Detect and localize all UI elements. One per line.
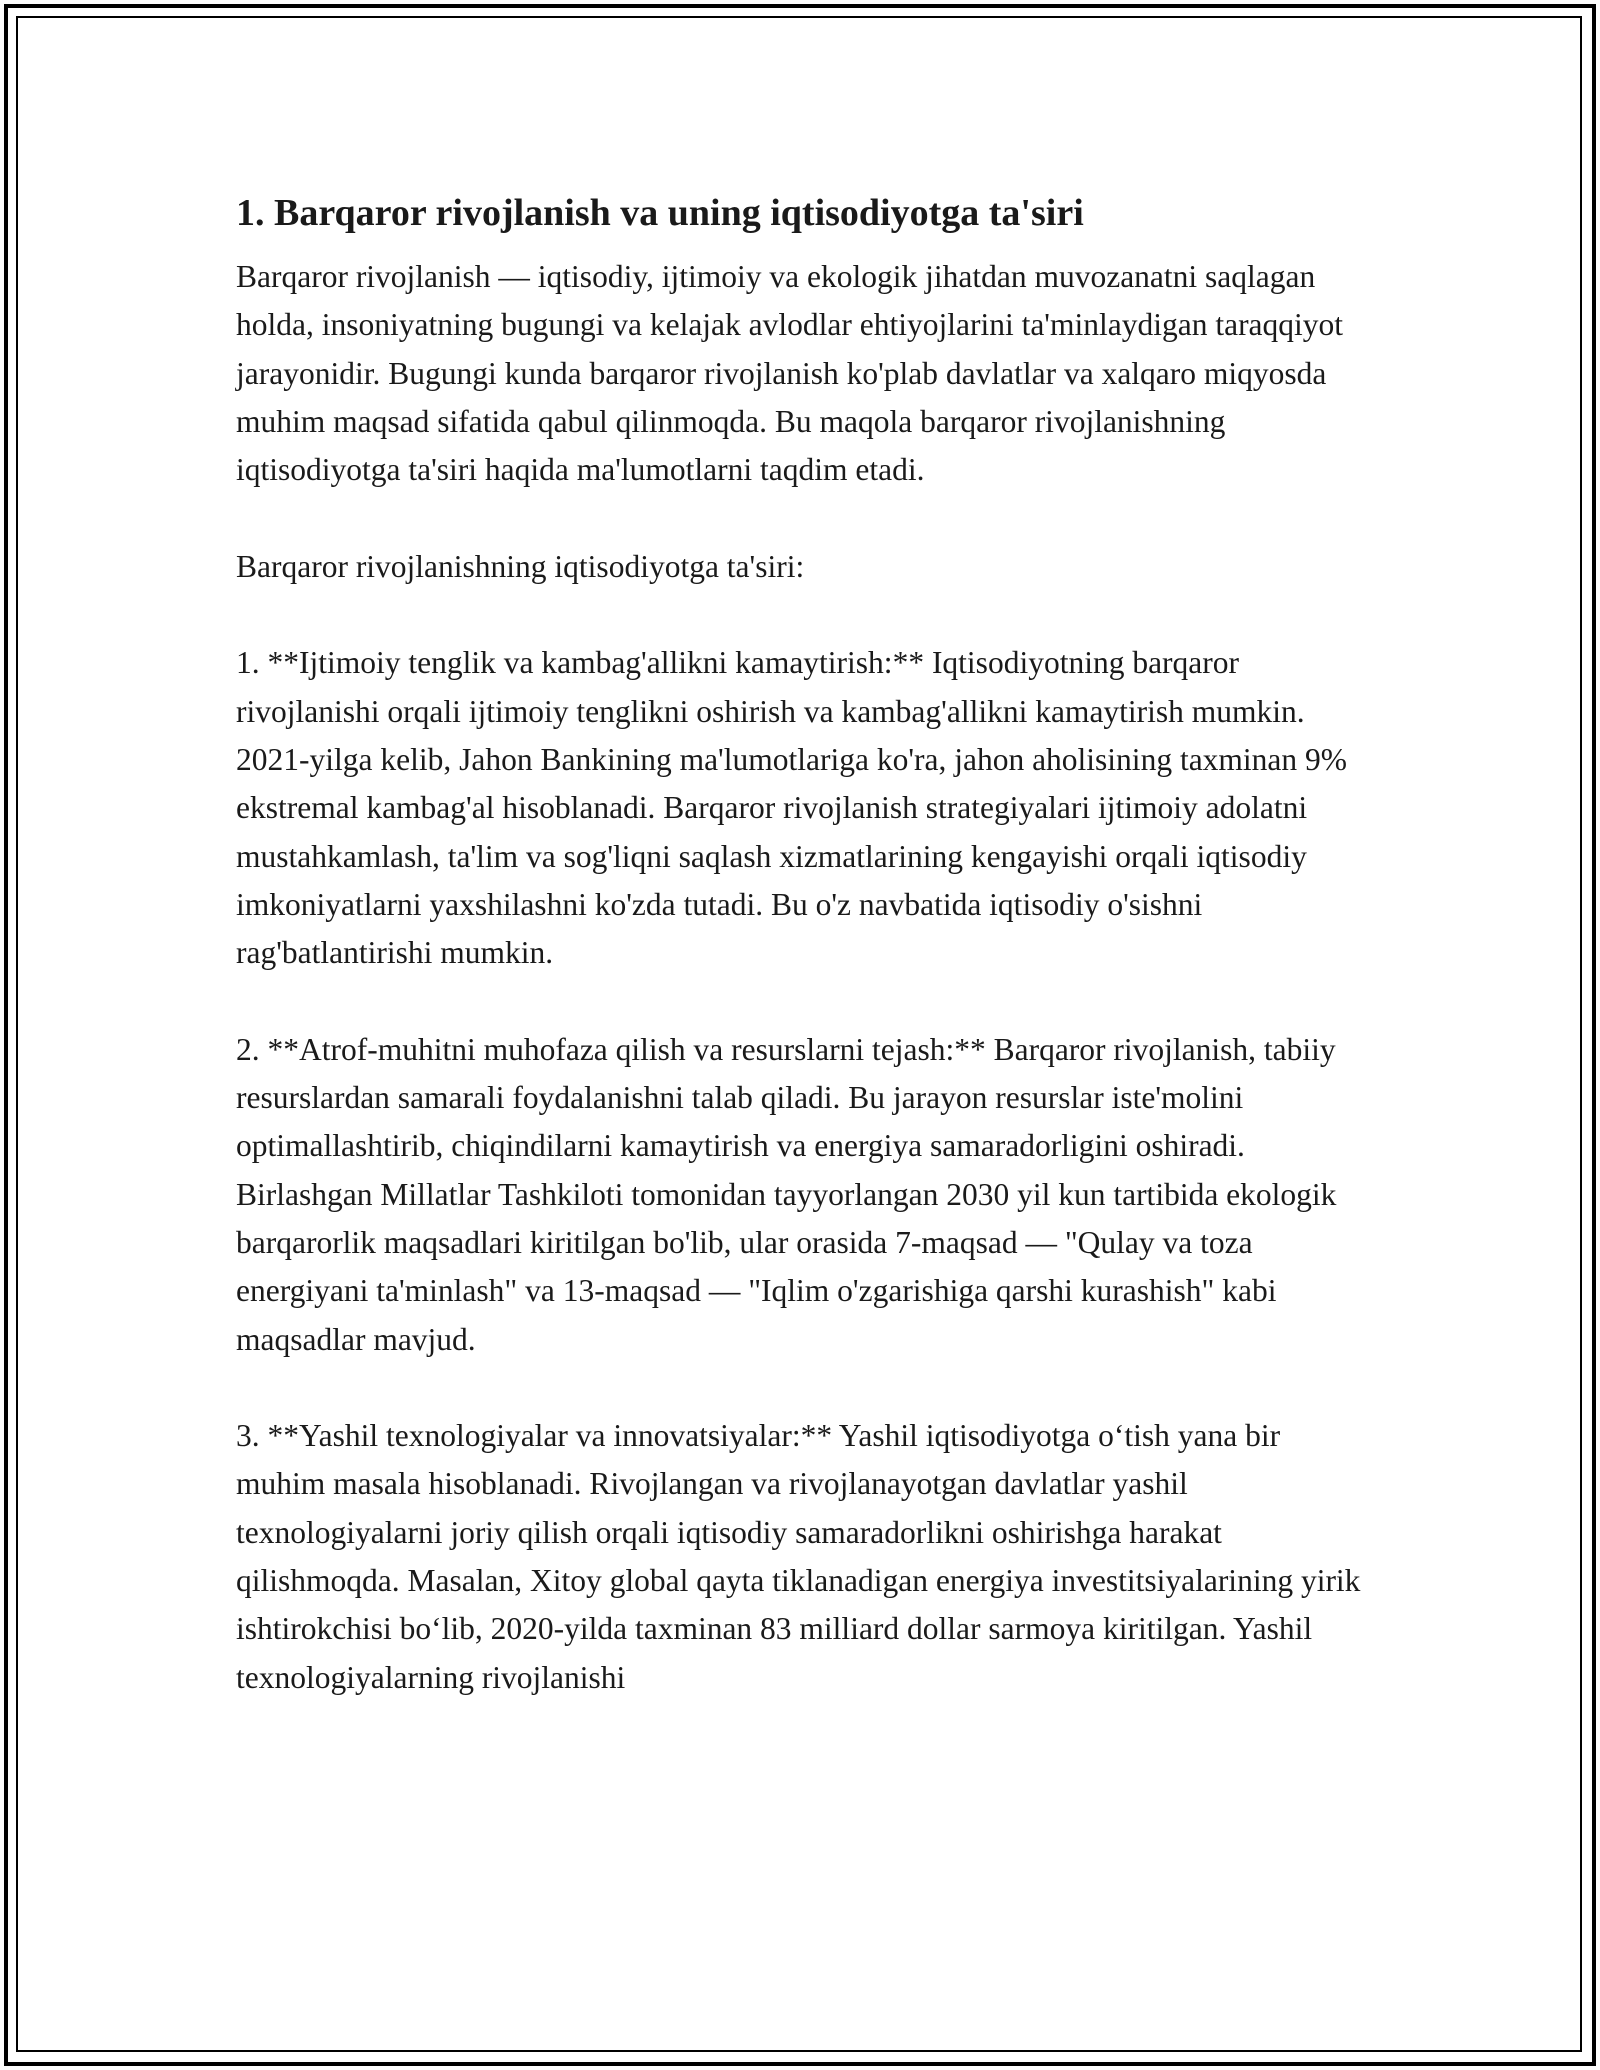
point-1-paragraph: 1. **Ijtimoiy tenglik va kambag'allikni kamaytirish:** Iqtisodiyotning barqaror rivojlanishi orqali ijtimoiy tenglikni oshirish va kambag'allikni kamaytirish mumkin. 2021-yilga kelib, Jahon Bankining ma'lumotlariga ko'ra, jahon aholisining taxminan 9% ekstremal kambag'al hisoblanadi. Barqaror rivojlanish strategiyalari ijtimoiy adolatni mustahkamlash, ta'lim va sog'liqni saqlash xizmatlarining kengayishi orqali iqtisodiy imkoniyatlarni yaxshilashni ko'zda tutadi. Bu o'z navbatida iqtisodiy o'sishni rag'batlantirishi mumkin. [236,645,1348,971]
document-body [236,185,1376,1702]
section-lead-paragraph: Barqaror rivojlanishning iqtisodiyotga ta'siri: [236,548,805,584]
point-2-paragraph: 2. **Atrof-muhitni muhofaza qilish va resurslarni tejash:** Barqaror rivojlanish, tabiiy resurslardan samarali foydalanishni talab qiladi. Bu jarayon resurslar iste'molini optimallashtirib, chiqindilarni kamaytirish va energiya samaradorligini oshiradi. Birlashgan Millatlar Tashkiloti tomonidan tayyorlangan 2030 yil kun tartibida ekologik barqarorlik maqsadlari kiritilgan bo'lib, ular orasida 7-maqsad — "Qulay va toza energiyani ta'minlash" va 13-maqsad — "Iqlim o'zgarishiga qarshi kurashish" kabi maqsadlar mavjud. [236,1031,1337,1357]
point-3-paragraph: 3. **Yashil texnologiyalar va innovatsiyalar:** Yashil iqtisodiyotga o‘tish yana bir muhim masala hisoblanadi. Rivojlangan va rivojlanayotgan davlatlar yashil texnologiyalarni joriy qilish orqali iqtisodiy samaradorlikni oshirishga harakat qilishmoqda. Masalan, Xitoy global qayta tiklanadigan energiya investitsiyalarining yirik ishtirokchisi bo‘lib, 2020-yilda taxminan 83 milliard dollar sarmoya kiritilgan. Yashil texnologiyalarning rivojlanishi [236,1418,1361,1695]
document-title: 1. Barqaror rivojlanish va uning iqtisodiyotga ta'siri [236,192,1084,234]
intro-paragraph: Barqaror rivojlanish — iqtisodiy, ijtimoiy va ekologik jihatdan muvozanatni saqlagan holda, insoniyatning bugungi va kelajak avlodlar ehtiyojlarini ta'minlaydigan taraqqiyot jarayonidir. Bugungi kunda barqaror rivojlanish ko'plab davlatlar va xalqaro miqyosda muhim maqsad sifatida qabul qilinmoqda. Bu maqola barqaror rivojlanishning iqtisodiyotga ta'siri haqida ma'lumotlarni taqdim etadi. [236,259,1344,488]
